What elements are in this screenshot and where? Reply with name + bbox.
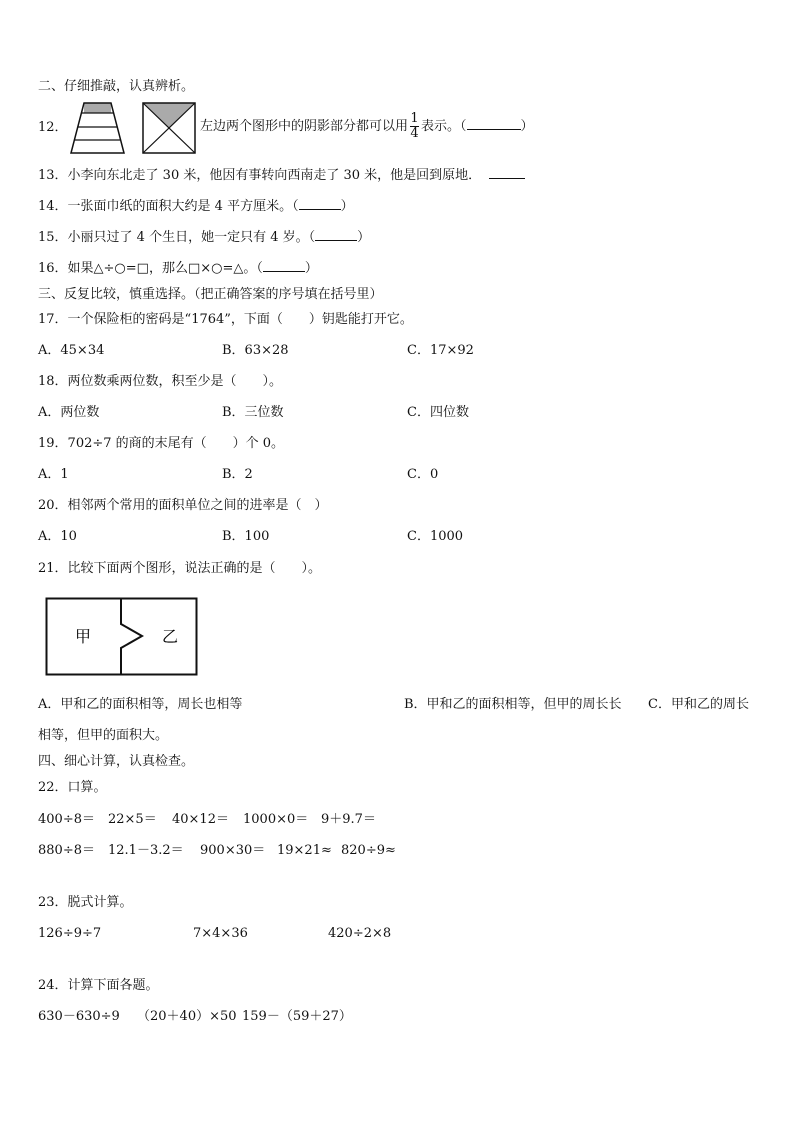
q15-line bbox=[38, 228, 370, 247]
q14-text: 一张面巾纸的面积大约是 4 平方厘米。（ bbox=[67, 199, 299, 214]
square-shaded-part bbox=[143, 103, 195, 128]
q19-option-b[interactable]: B．2 bbox=[222, 467, 253, 482]
q22-stem: 22．口算。 bbox=[38, 780, 107, 795]
q18-option-b[interactable]: B．三位数 bbox=[222, 405, 284, 420]
q21-option-b[interactable]: B．甲和乙的面积相等，但甲的周长长 bbox=[404, 697, 622, 712]
q15-close-paren: ） bbox=[357, 230, 371, 245]
q21-option-a[interactable]: A．甲和乙的面积相等，周长也相等 bbox=[38, 697, 243, 712]
square-figure bbox=[143, 103, 195, 153]
q22-item: 820÷9≈ bbox=[341, 843, 396, 858]
q24-stem: 24．计算下面各题。 bbox=[38, 978, 159, 993]
trapezoid-shaded-part bbox=[84, 103, 111, 113]
q15-text: 小丽只过了 4 个生日，她一定只有 4 岁。（ bbox=[67, 230, 316, 245]
q15-answer-blank[interactable] bbox=[315, 228, 357, 241]
q23-item: 420÷2×8 bbox=[328, 926, 392, 941]
label-jia: 甲 bbox=[75, 627, 92, 646]
q22-item: 9＋9.7＝ bbox=[321, 812, 376, 827]
q16-line bbox=[38, 259, 318, 278]
q22-item: 880÷8＝ bbox=[38, 843, 95, 858]
label-yi: 乙 bbox=[162, 627, 179, 646]
q14-close-paren: ） bbox=[340, 199, 354, 214]
section-3-title: 三、反复比较，慎重选择。（把正确答案的序号填在括号里） bbox=[38, 287, 383, 302]
q14-answer-blank[interactable] bbox=[299, 197, 341, 210]
q22-item: 1000×0＝ bbox=[243, 812, 309, 827]
q22-item: 19×21≈ bbox=[277, 843, 332, 858]
q12-number: 12． bbox=[38, 120, 68, 135]
q19-option-a[interactable]: A．1 bbox=[38, 467, 69, 482]
q14-number: 14． bbox=[38, 199, 68, 214]
q22-item: 12.1－3.2＝ bbox=[108, 843, 184, 858]
q20-option-c[interactable]: C．1000 bbox=[407, 529, 464, 544]
q13-answer-blank[interactable] bbox=[489, 166, 525, 179]
q23-item: 7×4×36 bbox=[193, 926, 248, 941]
q18-option-c[interactable]: C．四位数 bbox=[407, 405, 469, 420]
q21-option-c-continued: 相等，但甲的面积大。 bbox=[38, 728, 169, 743]
q17-option-a[interactable]: A．45×34 bbox=[38, 343, 105, 358]
q24-item: 159－（59＋27） bbox=[242, 1009, 352, 1024]
q21-stem: 21．比较下面两个图形，说法正确的是（ ）。 bbox=[38, 561, 322, 576]
q13-number: 13． bbox=[38, 168, 68, 183]
q24-item: 630－630÷9 bbox=[38, 1009, 120, 1024]
q16-answer-blank[interactable] bbox=[263, 259, 305, 272]
q20-option-a[interactable]: A．10 bbox=[38, 529, 77, 544]
q21-figure bbox=[45, 597, 199, 677]
q12-text2: 表示。（ bbox=[421, 119, 467, 134]
q13-line bbox=[38, 166, 525, 185]
q12-answer-blank[interactable] bbox=[467, 117, 521, 130]
q22-item: 900×30＝ bbox=[200, 843, 266, 858]
q14-line bbox=[38, 197, 354, 216]
q22-item: 22×5＝ bbox=[108, 812, 157, 827]
fraction-one-quarter bbox=[410, 112, 419, 141]
q12-text-line bbox=[200, 112, 534, 142]
section-4-title: 四、细心计算，认真检查。 bbox=[38, 754, 195, 769]
q16-text: 如果△÷○=□，那么□×○=△。（ bbox=[67, 261, 263, 276]
q20-option-b[interactable]: B．100 bbox=[222, 529, 270, 544]
q16-number: 16． bbox=[38, 261, 68, 276]
q23-stem: 23．脱式计算。 bbox=[38, 895, 133, 910]
q18-option-a[interactable]: A．两位数 bbox=[38, 405, 100, 420]
q20-stem: 20．相邻两个常用的面积单位之间的进率是（ ） bbox=[38, 498, 328, 513]
q19-option-c[interactable]: C．0 bbox=[407, 467, 439, 482]
q17-option-c[interactable]: C．17×92 bbox=[407, 343, 474, 358]
q15-number: 15． bbox=[38, 230, 68, 245]
q16-close-paren: ） bbox=[304, 261, 318, 276]
fraction-denominator: 4 bbox=[410, 126, 419, 141]
q17-option-b[interactable]: B．63×28 bbox=[222, 343, 289, 358]
q12-close-paren: ） bbox=[520, 119, 534, 134]
q21-option-c[interactable]: C．甲和乙的周长 bbox=[648, 697, 749, 712]
q24-item: （20＋40）×50 bbox=[137, 1009, 237, 1024]
fraction-numerator: 1 bbox=[410, 111, 419, 126]
q12-figures bbox=[68, 101, 208, 155]
q18-stem: 18．两位数乘两位数，积至少是（ ）。 bbox=[38, 374, 283, 389]
q22-item: 400÷8＝ bbox=[38, 812, 95, 827]
q13-text: 小李向东北走了 30 米，他因有事转向西南走了 30 米，他是回到原地． bbox=[67, 168, 482, 183]
q19-stem: 19．702÷7 的商的末尾有（ ）个 0。 bbox=[38, 436, 285, 451]
q22-item: 40×12＝ bbox=[172, 812, 229, 827]
dividing-line bbox=[121, 599, 142, 675]
section-2-title: 二、仔细推敲，认真辨析。 bbox=[38, 79, 195, 94]
q23-item: 126÷9÷7 bbox=[38, 926, 102, 941]
trapezoid-figure bbox=[71, 103, 124, 153]
q17-stem: 17．一个保险柜的密码是“1764”，下面（ ）钥匙能打开它。 bbox=[38, 312, 413, 327]
q12-text: 左边两个图形中的阴影部分都可以用 bbox=[200, 119, 409, 134]
